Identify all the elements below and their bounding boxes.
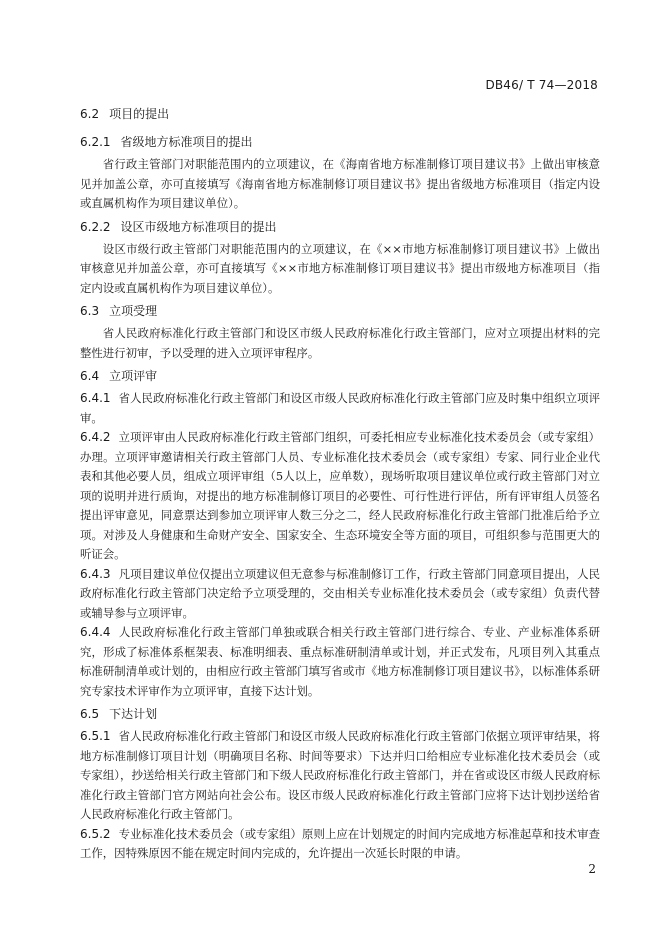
heading-6-2-1: 6.2.1 省级地方标准项目的提出 <box>80 135 253 149</box>
paragraph-6-5-2: 6.5.2 专业标准化技术委员会（或专家组）原则上应在计划规定的时间内完成地方标准起草和技术审查工作，因特殊原因不能在规定时间内完成的，允许提出一次延长时限的申请。 <box>80 826 600 860</box>
paragraph-6-5-1: 6.5.1 省人民政府标准化行政主管部门和设区市级人民政府标准化行政主管部门依据立项评审结果，将地方标准制修订项目计划（明确项目名称、时间等要求）下达并归口给相应专业标准化技术委员会（或专家组），抄送给相关行政主管部门和下级人民政府标准化行政主管部门，并在省或设区市级人民政府标准化行政主管部门官方网站向社会公布。设区市级人民政府标准化行政主管部门应将下达计划抄送给省人民政府标准化行政主管部门。 <box>80 729 600 821</box>
heading-6-4: 6.4 立项评审 <box>80 369 158 383</box>
paragraph-6-3: 省人民政府标准化行政主管部门和设区市级人民政府标准化行政主管部门，应对立项提出材料的完整性进行初审，予以受理的进入立项评审程序。 <box>80 326 600 360</box>
document-body <box>80 106 600 864</box>
paragraph-6-4-4: 6.4.4 人民政府标准化行政主管部门单独或联合相关行政主管部门进行综合、专业、产业标准体系研究，形成了标准体系框架表、标准明细表、重点标准研制清单或计划，并正式发布，凡项目列入其重点标准研制清单或计划的，由相应行政主管部门填写省或市《地方标准制修订项目建议书》，以标准体系研究专家技术评审作为立项评审，直接下达计划。 <box>80 625 600 698</box>
document-code: DB46/ T 74—2018 <box>485 78 598 92</box>
paragraph-6-2-1: 省行政主管部门对职能范围内的立项建议，在《海南省地方标准制修订项目建议书》上做出审核意见并加盖公章，亦可直接填写《海南省地方标准制修订项目建议书》提出省级地方标准项目（指定内设或直属机构作为项目建议单位）。 <box>80 157 600 210</box>
paragraph-6-2-2: 设区市级行政主管部门对职能范围内的立项建议，在《××市地方标准制修订项目建议书》上做出审核意见并加盖公章，亦可直接填写《××市地方标准制修订项目建议书》提出市级地方标准项目（指定内设或直属机构作为项目建议单位）。 <box>80 241 600 295</box>
paragraph-6-4-1: 6.4.1 省人民政府标准化行政主管部门和设区市级人民政府标准化行政主管部门应及时集中组织立项评审。 <box>80 391 600 425</box>
paragraph-6-4-2: 6.4.2 立项评审由人民政府标准化行政主管部门组织，可委托相应专业标准化技术委员会（或专家组）办理。立项评审邀请相关行政主管部门人员、专业标准化技术委员会（或专家组）专家、同行业企业代表和其他必要人员，组成立项评审组（5人以上，应单数），现场听取项目建议单位或行政主管部门对立项的说明并进行质询，对提出的地方标准制修订项目的必要性、可行性进行评估，所有评审组人员签名提出评审意见，同意票达到参加立项评审人数三分之二，经人民政府标准化行政主管部门批准后给予立项。对涉及人身健康和生命财产安全、国家安全、生态环境安全等方面的项目，可组织参与范围更大的听证会。 <box>80 430 600 561</box>
heading-6-5: 6.5 下达计划 <box>80 707 158 721</box>
paragraph-6-4-3: 6.4.3 凡项目建议单位仅提出立项建议但无意参与标准制修订工作，行政主管部门同意项目提出，人民政府标准化行政主管部门决定给予立项受理的，交由相关专业标准化技术委员会（或专家组）负责代替或辅导参与立项评审。 <box>80 566 600 620</box>
heading-6-2: 6.2 项目的提出 <box>80 107 170 121</box>
page-number: 2 <box>588 862 596 876</box>
heading-6-2-2: 6.2.2 设区市级地方标准项目的提出 <box>80 219 277 234</box>
heading-6-3: 6.3 立项受理 <box>80 304 158 318</box>
